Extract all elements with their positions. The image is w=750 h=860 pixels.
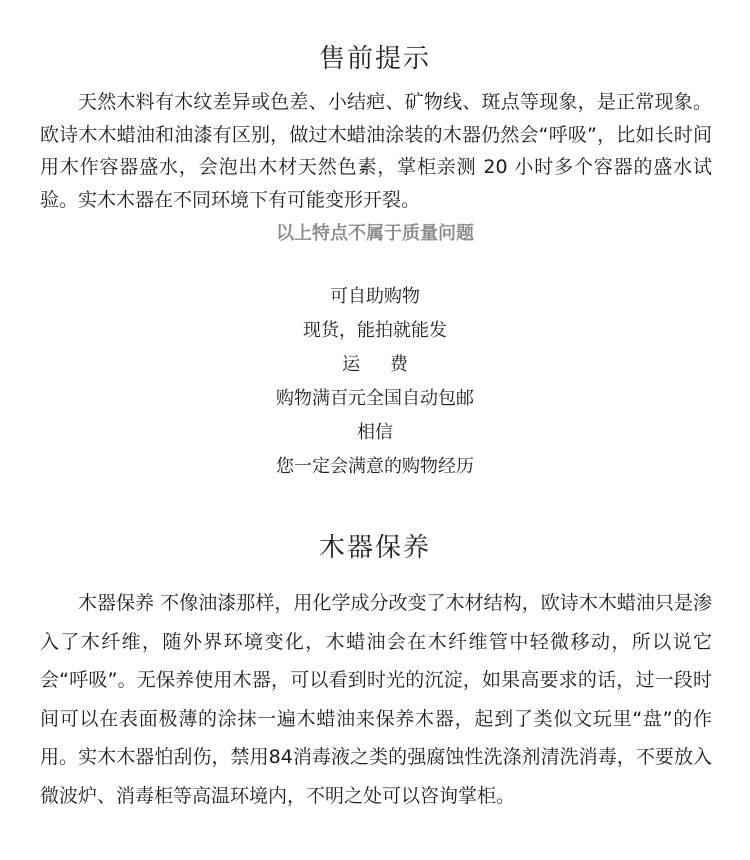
list-item-self-service: 可自助购物 xyxy=(330,286,420,307)
care-paragraph: 木器保养 不像油漆那样，用化学成分改变了木材结构，欧诗木木蜡油只是渗入了木纤维，随外界环境变化，木蜡油会在木纤维管中轻微移动，所以说它会“呼吸”。无保养使用木器，可以看到时光的沉淀，如果高要求的话，过一段时间可以在表面极薄的涂抹一遍木蜡油来保养木器，起到了类似文玩里“盘”的作用。实木木器怕刮伤，禁用84消毒液之类的强腐蚀性洗涤剂清洗消毒，不要放入微波炉、消毒柜等高温环境内，不明之处可以咨询掌柜。 xyxy=(40,592,712,807)
quality-note: 以上特点不属于质量问题 xyxy=(276,223,474,243)
presale-title: 售前提示 xyxy=(318,44,431,74)
list-item-shipping: 运 费 xyxy=(342,354,420,375)
list-item-trust: 相信 xyxy=(357,422,393,443)
list-item-in-stock: 现货，能拍就能发 xyxy=(303,320,447,341)
list-item-free-shipping: 购物满百元全国自动包邮 xyxy=(276,388,474,409)
list-item-satisfaction: 您一定会满意的购物经历 xyxy=(276,456,474,477)
presale-paragraph: 天然木料有木纹差异或色差、小结疤、矿物线、斑点等现象，是正常现象。欧诗木木蜡油和油漆有区别，做过木蜡油涂装的木器仍然会“呼吸”，比如长时间用木作容器盛水，会泡出木材天然色素，掌柜亲测 20 小时多个容器的盛水试验。实木木器在不同环境下有可能变形开裂。 xyxy=(40,91,712,211)
care-title: 木器保养 xyxy=(318,533,431,563)
shopping-info-list xyxy=(0,280,750,484)
